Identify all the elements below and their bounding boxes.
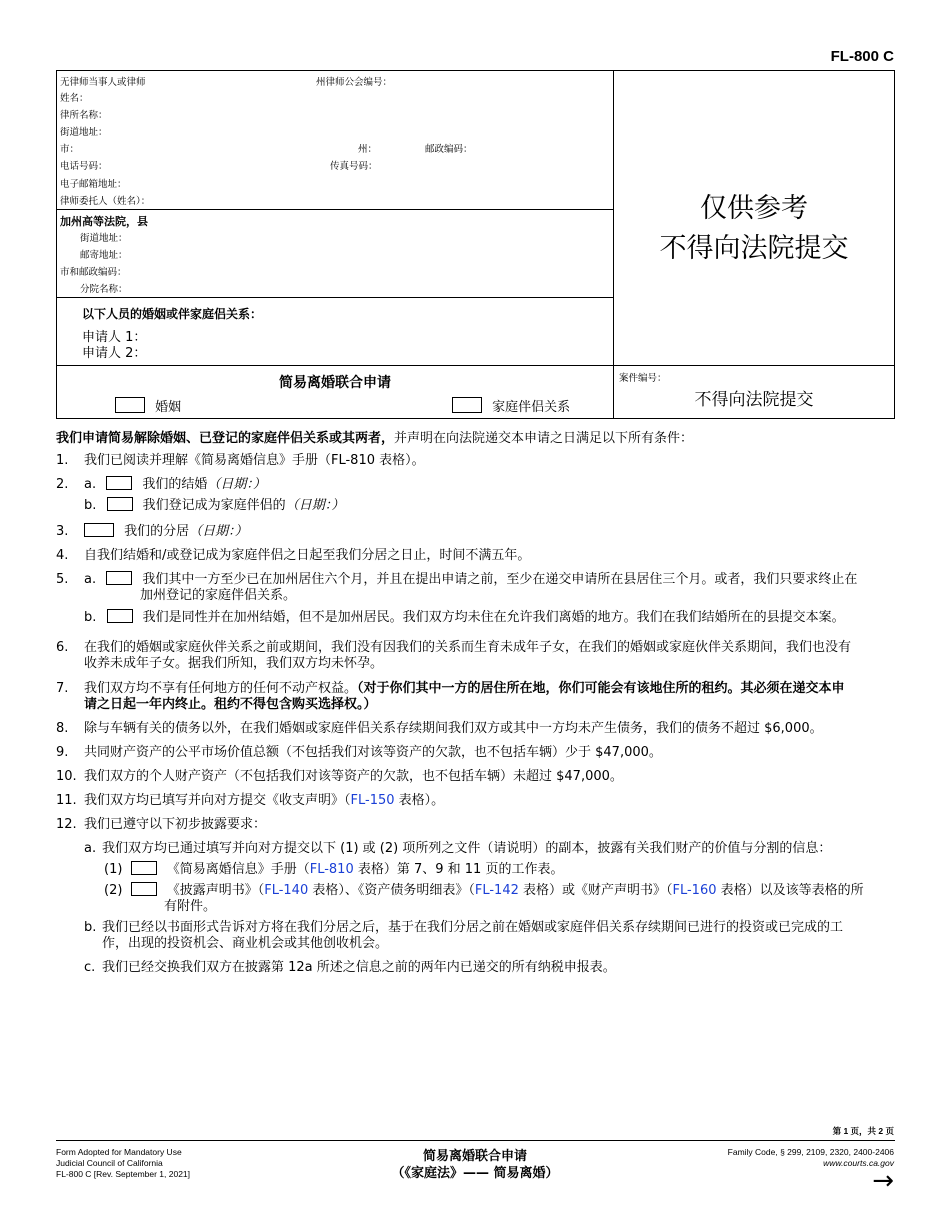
item5b [84, 609, 845, 626]
footer-left-2: Judicial Council of California [56, 1158, 163, 1168]
item3-text: 我们的分居 [124, 524, 190, 539]
party-label: 无律师当事人或律师 [60, 77, 146, 88]
fax-label: 传真号码： [330, 161, 378, 172]
item12a2-part4: 表格）以及该等表格的所 [716, 883, 864, 898]
item6-line1: 在我们的婚姻或家庭伙伴关系之前或期间，我们没有因我们的关系而生育未成年子女，在我们的婚姻或家庭伙伴关系期间，我们也没有 [84, 640, 852, 655]
fl810-link[interactable]: FL-810 [309, 862, 354, 877]
item4-number: 4. [56, 548, 69, 563]
item2b-letter: b. [84, 498, 97, 513]
marriage-checkbox[interactable] [115, 397, 145, 413]
item12b-letter: b. [84, 920, 97, 935]
item5a-letter: a. [84, 572, 97, 587]
item12a-text: 我们双方均已通过填写并向对方提交以下 (1) 或 (2) 项所列之文件（请说明）的副本，披露有关我们财产的价值与分割的信息： [102, 841, 832, 856]
item12a1-post: 表格）第 7、9 和 11 页的工作表。 [353, 862, 564, 877]
item2b-text: 我们登记成为家庭伴侣的 [142, 498, 286, 513]
partnership-checkbox[interactable] [452, 397, 482, 413]
attorney-court-divider [56, 209, 614, 210]
item6-line2: 收养未成年子女。据我们所知，我们双方均未怀孕。 [84, 656, 384, 671]
item7-number: 7. [56, 681, 69, 696]
city-label: 市： [60, 144, 80, 155]
item12a2-part3: 表格）或《财产声明书》（ [518, 883, 673, 898]
item9-number: 9. [56, 745, 69, 760]
option-marriage [115, 396, 181, 415]
item11 [84, 792, 444, 809]
item10-number: 10. [56, 769, 77, 784]
item12a2-checkbox[interactable] [131, 882, 157, 896]
item11-pre: 我们双方均已填写并向对方提交《收支声明》（ [84, 793, 351, 808]
item12c-text: 我们已经交换我们双方在披露第 12a 所述之信息之前的两年内已递交的所有纳税申报表。 [102, 960, 616, 975]
item12a2-part2: 表格）、《资产债务明细表》（ [308, 883, 475, 898]
item5b-text: 我们是同性并在加州结婚，但不是加州居民。我们双方均未住在允许我们离婚的地方。我们在我们结婚所在的县提交本案。 [142, 610, 845, 625]
case-number-value: 不得向法院提交 [694, 390, 814, 410]
court-marriage-divider [56, 297, 614, 298]
item3-number: 3. [56, 524, 69, 539]
email-label: 电子邮箱地址： [60, 179, 127, 190]
name-label: 姓名： [60, 93, 89, 104]
item2a-letter: a. [84, 477, 97, 492]
item5b-checkbox[interactable] [107, 609, 133, 623]
partnership-option-label: 家庭伴侣关系 [492, 400, 571, 415]
item9-text: 共同财产资产的公平市场价值总额（不包括我们对该等资产的欠款，也不包括车辆）少于 $47,000。 [84, 745, 662, 760]
caption-title-divider [56, 365, 895, 366]
item11-number: 11. [56, 793, 77, 808]
fl140-link[interactable]: FL-140 [264, 883, 309, 898]
item2b-date: （日期：） [285, 498, 345, 513]
court-title: 加州高等法院，县 [60, 215, 148, 228]
item12a2-part1: 《披露声明书》（ [166, 883, 265, 898]
item12-number: 12. [56, 817, 77, 832]
item8-number: 8. [56, 721, 69, 736]
bar-number-label: 州律师公会编号： [316, 77, 393, 88]
item12a1-pre: 《简易离婚信息》手册（ [166, 862, 310, 877]
intro-normal: 并声明在向法院递交本申请之日满足以下所有条件： [394, 431, 694, 446]
petitioner2-label: 申请人 2： [82, 346, 147, 361]
item12a1-checkbox[interactable] [131, 861, 157, 875]
footer-right-1: Family Code, § 299, 2109, 2320, 2400-2406 [727, 1147, 894, 1157]
caption-title: 简易离婚联合申请 [279, 375, 391, 391]
item11-post: 表格）。 [394, 793, 445, 808]
firm-label: 律所名称： [60, 110, 108, 121]
item5a-checkbox[interactable] [106, 571, 132, 585]
item3-date: （日期：） [189, 524, 248, 539]
item7-bold2: 请之日起一年内终止。租约不得包含购买选择权。） [84, 697, 377, 712]
intro-bold: 我们申请简易解除婚姻、已登记的家庭伴侣关系或其两者， [56, 431, 395, 446]
next-page-arrow-icon[interactable]: → [872, 1166, 894, 1196]
item12a-letter: a. [84, 841, 97, 856]
item12a2 [104, 882, 864, 899]
attorney-for-label: 律师委托人（姓名）： [60, 196, 151, 207]
court-city-zip-label: 市和邮政编码： [60, 267, 127, 278]
item2b [84, 497, 344, 514]
page-number: 第 1 页，共 2 页 [832, 1126, 894, 1136]
item5a-line2: 加州登记的家庭伴侣关系。 [140, 588, 297, 603]
item3-checkbox[interactable] [84, 523, 114, 537]
case-number-label: 案件编号： [619, 373, 667, 384]
item12a2-number: (2) [104, 883, 123, 898]
item12c-letter: c. [84, 960, 96, 975]
fl160-link[interactable]: FL-160 [672, 883, 717, 898]
item5-number: 5. [56, 572, 69, 587]
item2a-date: （日期：） [207, 477, 266, 492]
marriage-title: 以下人员的婚姻或伴家庭侣关系： [82, 307, 263, 321]
item5a [84, 571, 857, 588]
item3 [84, 523, 248, 540]
marriage-option-label: 婚姻 [155, 400, 182, 415]
footer-left-1: Form Adopted for Mandatory Use [56, 1147, 182, 1157]
street-label: 街道地址： [60, 127, 108, 138]
item7-line1 [84, 680, 845, 697]
fl142-link[interactable]: FL-142 [474, 883, 519, 898]
item12b-line2: 作，出现的投资机会、商业机会或其他创收机会。 [102, 936, 389, 951]
item7-bold1: （对于你们其中一方的居住所在地，你们可能会有该地住所的租约。其必须在递交本申 [357, 681, 845, 696]
item1-number: 1. [56, 453, 69, 468]
item2b-checkbox[interactable] [107, 497, 133, 511]
item10-text: 我们双方的个人财产资产（不包括我们对该等资产的欠款，也不包括车辆）未超过 $47,000。 [84, 769, 623, 784]
item5a-text: 我们其中一方至少已在加州居住六个月，并且在提出申请之前，至少在递交申请所在县居住三个月。或者，我们只要求终止在 [142, 572, 858, 587]
item1-text: 我们已阅读并理解《简易离婚信息》手册（FL-810 表格）。 [84, 453, 425, 468]
zip-label: 邮政编码： [425, 144, 473, 155]
item2-number: 2. [56, 477, 69, 492]
footer-rule [56, 1140, 895, 1141]
item12a2-line2: 有附件。 [164, 899, 217, 914]
phone-label: 电话号码： [60, 161, 108, 172]
footer-center-2: （《家庭法》—— 简易离婚） [391, 1166, 559, 1181]
item2a [84, 476, 266, 493]
court-mailing-label: 邮寄地址： [80, 250, 128, 261]
item5b-letter: b. [84, 610, 97, 625]
item6-number: 6. [56, 640, 69, 655]
item12a1 [104, 861, 563, 878]
footer-right-2: www.courts.ca.gov [823, 1158, 894, 1168]
intro [56, 430, 693, 447]
reference-stamp-line1: 仅供参考 [700, 193, 808, 224]
item4-text: 自我们结婚和/或登记成为家庭伴侣之日起至我们分居之日止，时间不满五年。 [84, 548, 531, 563]
item12b-line1: 我们已经以书面形式告诉对方将在我们分居之后，基于在我们分居之前在婚姻或家庭伴侣关系存续期间已进行的投资或已完成的工 [102, 920, 844, 935]
item2a-checkbox[interactable] [106, 476, 132, 490]
footer-left-3: FL-800 C [Rev. September 1, 2021] [56, 1169, 191, 1179]
reference-stamp-line2: 不得向法院提交 [659, 233, 849, 264]
petitioner1-label: 申请人 1： [82, 330, 147, 345]
option-partnership [452, 396, 570, 415]
fl150-link[interactable]: FL-150 [350, 793, 395, 808]
footer-center-1: 简易离婚联合申请 [422, 1149, 527, 1164]
item12a1-number: (1) [104, 862, 123, 877]
item7-text: 我们双方均不享有任何地方的任何不动产权益。 [84, 681, 358, 696]
form-number: FL-800 C [830, 48, 894, 65]
court-branch-label: 分院名称： [80, 284, 128, 295]
item12-text: 我们已遵守以下初步披露要求： [84, 817, 267, 832]
state-label: 州： [358, 144, 378, 155]
item8-text: 除与车辆有关的债务以外，在我们婚姻或家庭伴侣关系存续期间我们双方或其中一方均未产生债务，我们的债务不超过 $6,000。 [84, 721, 823, 736]
court-street-label: 街道地址： [80, 233, 128, 244]
item2a-text: 我们的结婚 [142, 477, 208, 492]
